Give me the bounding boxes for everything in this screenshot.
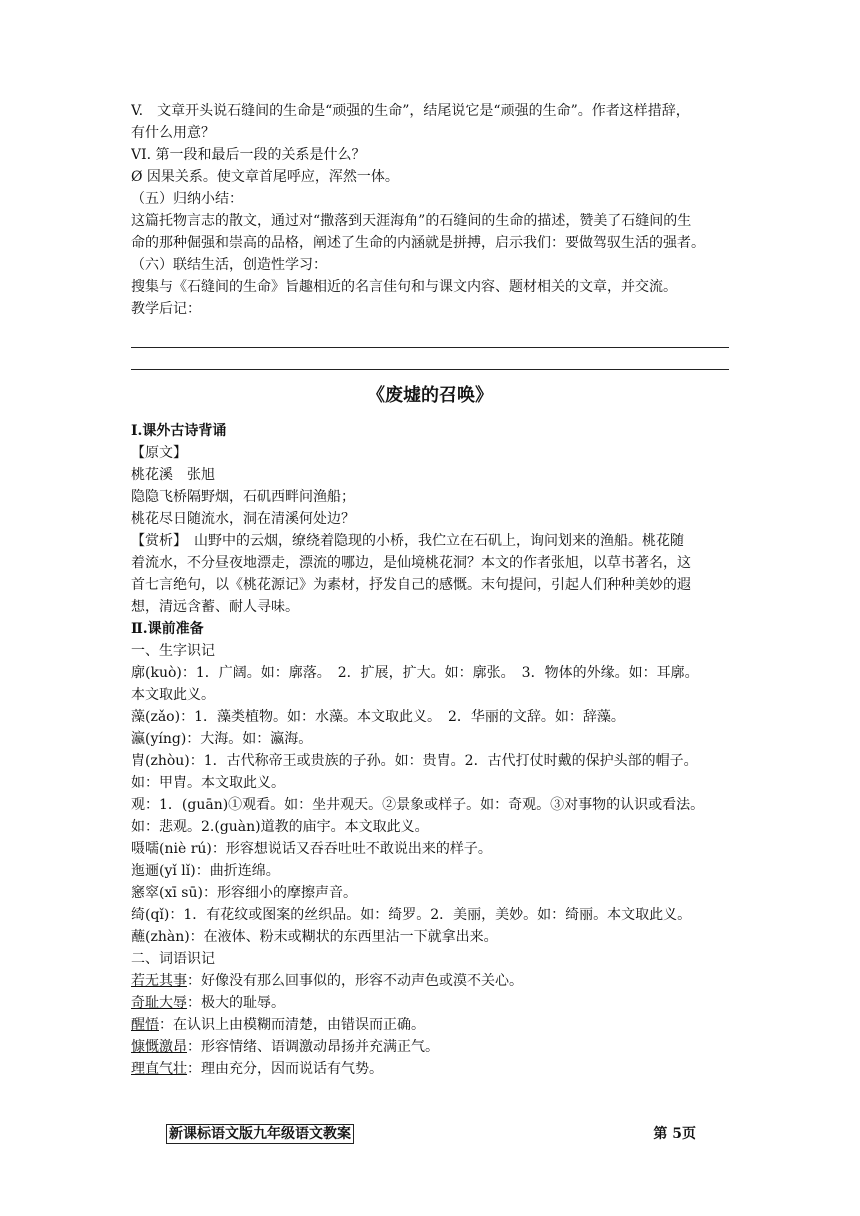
list-item — [131, 1058, 729, 1080]
page-number: 第 5页 — [653, 1126, 696, 1142]
word-term: 理直气壮 — [131, 1061, 187, 1077]
poem-line-2: 桃花尽日随流水，洞在清溪何处边？ — [131, 511, 355, 527]
notes-rule-1 — [131, 347, 729, 348]
part-2-heading: Ⅱ.课前准备 — [131, 621, 204, 637]
word-definition: ：理由充分，因而说话有气势。 — [187, 1061, 383, 1077]
question-6: VI. 第一段和最后一段的关系是什么？ — [131, 147, 366, 163]
poem-line-1: 隐隐飞桥隔野烟，石矶西畔问渔船； — [131, 489, 355, 505]
list-item — [131, 970, 729, 992]
connect-heading: （六）联结生活，创造性学习： — [131, 257, 327, 273]
notes-rule-2 — [131, 369, 729, 370]
chars-list — [131, 662, 729, 948]
question-5-line-1: V. 文章开头说石缝间的生命是“顽强的生命”，结尾说它是“顽强的生命”。作者这样措辞， — [131, 103, 690, 119]
lesson-title: 《废墟的召唤》 — [367, 385, 493, 406]
list-item — [131, 992, 729, 1014]
appreciation-line-3: 首七言绝句，以《桃花源记》为素材，抒发自己的感慨。末句提问，引起人们种种美妙的遐 — [131, 577, 691, 593]
list-item: 窸窣(xī sū)：形容细小的摩擦声音。 — [131, 885, 357, 901]
list-item: 如：悲观。2.(guàn)道教的庙宇。本文取此义。 — [131, 819, 429, 835]
list-item: 蘸(zhàn)：在液体、粉末或糊状的东西里沾一下就拿出来。 — [131, 929, 498, 945]
word-term: 醒悟 — [131, 1017, 159, 1033]
words-heading: 二、词语识记 — [131, 951, 215, 967]
book-title: 新课标语文版九年级语文教案 — [166, 1124, 354, 1144]
teaching-notes-label: 教学后记： — [131, 301, 201, 317]
summary-line-2: 命的那种倔强和崇高的品格，阐述了生命的内涵就是拼搏，启示我们：要做驾驭生活的强者。 — [131, 235, 705, 251]
list-item — [131, 1014, 729, 1036]
list-item: 观：1．(guān)①观看。如：坐井观天。②景象或样子。如：奇观。③对事物的认识或看法。 — [131, 797, 705, 813]
continued-section — [131, 100, 729, 320]
list-item: 廓(kuò)：1．广阔。如：廓落。 2．扩展，扩大。如：廓张。 3．物体的外缘。如：耳廓。 — [131, 665, 699, 681]
poem-title: 桃花溪 张旭 — [131, 467, 215, 483]
list-item: 胄(zhòu)：1．古代称帝王或贵族的子孙。如：贵胄。2．古代打仗时戴的保护头部的帽子。 — [131, 753, 698, 769]
appreciation-line-4: 想，清远含蓄、耐人寻味。 — [131, 599, 299, 615]
list-item: 绮(qǐ)：1．有花纹或图案的丝织品。如：绮罗。2．美丽，美妙。如：绮丽。本文取此义。 — [131, 907, 692, 923]
list-item: 如：甲胄。本文取此义。 — [131, 775, 285, 791]
word-definition: ：在认识上由模糊而清楚，由错误而正确。 — [159, 1017, 425, 1033]
list-item: 迤逦(yǐ lǐ)：曲折连绵。 — [131, 863, 280, 879]
page-footer — [166, 1124, 696, 1146]
word-definition: ：形容情绪、语调激动昂扬并充满正气。 — [187, 1039, 439, 1055]
word-definition: ：好像没有那么回事似的，形容不动声色或漠不关心。 — [187, 973, 523, 989]
list-item: 藻(zǎo)：1．藻类植物。如：水藻。本文取此义。 2．华丽的文辞。如：辞藻。 — [131, 709, 625, 725]
appreciation-line-1: 【赏析】 山野中的云烟，缭绕着隐现的小桥，我伫立在石矶上，询问划来的渔船。桃花随 — [131, 533, 684, 549]
summary-heading: （五）归纳小结： — [131, 191, 243, 207]
word-term: 慷慨激昂 — [131, 1039, 187, 1055]
list-item — [131, 1036, 729, 1058]
lesson-body — [131, 420, 729, 1080]
list-item: 嗫嚅(niè rú)：形容想说话又吞吞吐吐不敢说出来的样子。 — [131, 841, 492, 857]
word-term: 奇耻大辱 — [131, 995, 187, 1011]
list-item: 瀛(yíng)：大海。如：瀛海。 — [131, 731, 313, 747]
appreciation-line-2: 着流水，不分昼夜地漂走，漂流的哪边，是仙境桃花洞？本文的作者张旭，以草书著名，这 — [131, 555, 691, 571]
question-5-line-2: 有什么用意？ — [131, 125, 215, 141]
connect-text: 搜集与《石缝间的生命》旨趣相近的名言佳句和与课文内容、题材相关的文章，并交流。 — [131, 279, 677, 295]
summary-line-1: 这篇托物言志的散文，通过对“撒落到天涯海角”的石缝间的生命的描述，赞美了石缝间的生 — [131, 213, 692, 229]
part-1-heading: Ⅰ.课外古诗背诵 — [131, 423, 227, 439]
list-item: 本文取此义。 — [131, 687, 215, 703]
words-list — [131, 970, 729, 1080]
original-label: 【原文】 — [131, 445, 187, 461]
word-definition: ：极大的耻辱。 — [187, 995, 285, 1011]
word-term: 若无其事 — [131, 973, 187, 989]
chars-heading: 一、生字识记 — [131, 643, 215, 659]
question-6-answer: Ø 因果关系。使文章首尾呼应，浑然一体。 — [131, 169, 399, 185]
